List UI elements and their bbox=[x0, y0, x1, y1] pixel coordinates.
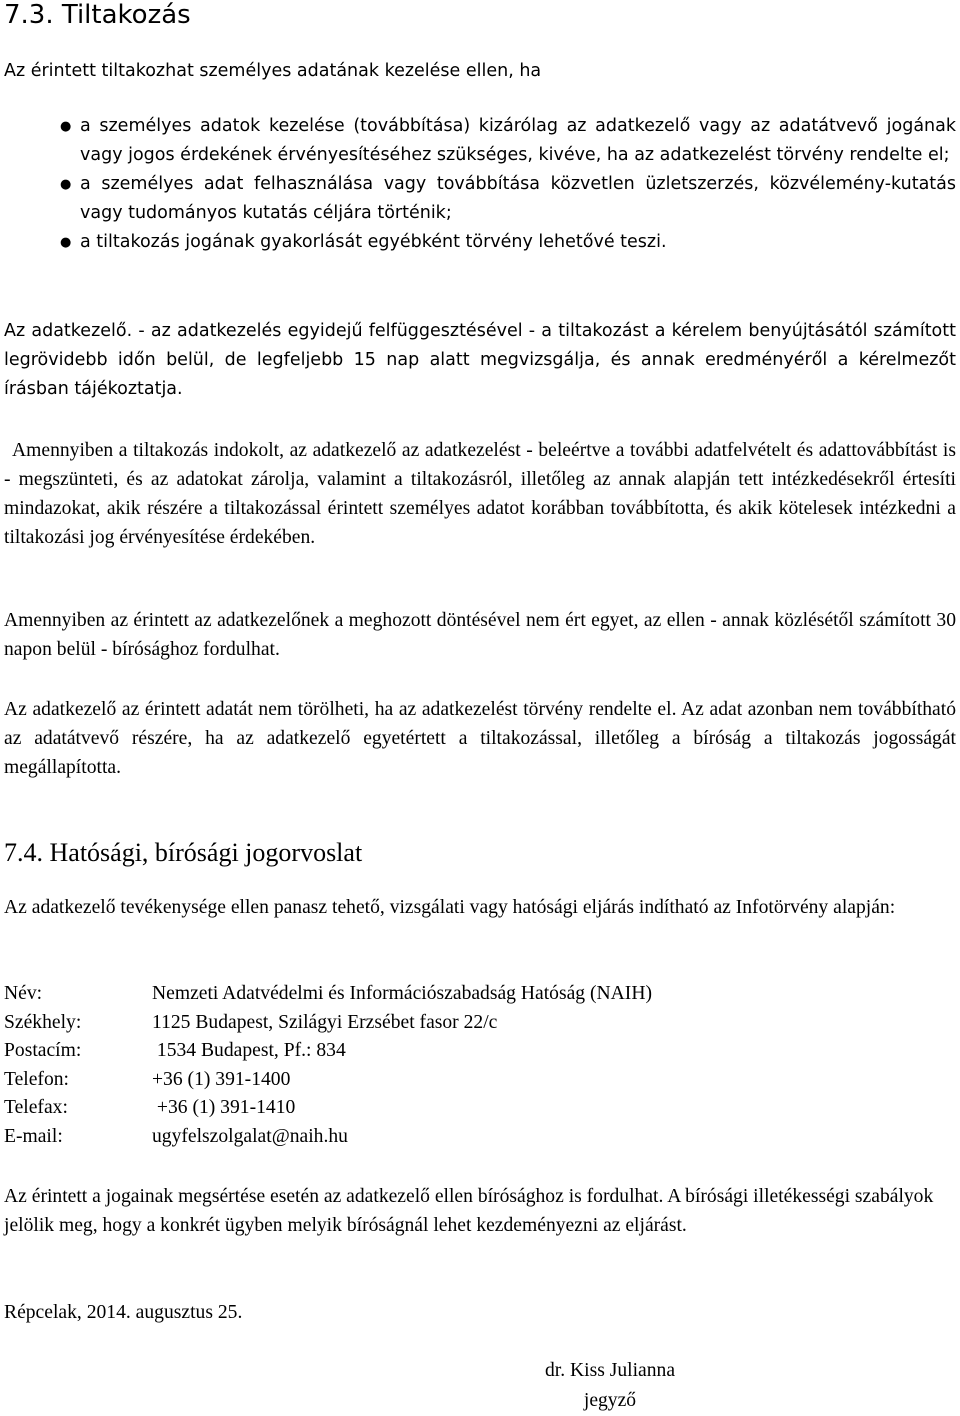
deletion-restriction-paragraph: Az adatkezelő az érintett adatát nem törölheti, ha az adatkezelést törvény rendelte el. Az adat azonban nem továbbítható az adatátvevő részére, ha az adatkezelő egyetértett a tiltakozással, illetőleg a bíróság a tiltakozás jogosságát megállapította. bbox=[4, 699, 956, 778]
contact-row bbox=[4, 1066, 652, 1095]
contact-row bbox=[4, 1123, 652, 1152]
signatory-name: dr. Kiss Julianna bbox=[544, 1360, 676, 1381]
rights-court-paragraph: Az érintett a jogainak megsértése esetén az adatkezelő ellen bírósághoz is fordulhat. A bírósági illetékességi szabályok jelölik meg, hogy a konkrét ügyben melyik bíróságnál lehet kezdeményezni az eljárást. bbox=[4, 1186, 934, 1236]
list-item-text: a személyes adat felhasználása vagy továbbítása közvetlen üzletszerzés, közvélemény-kutatás vagy tudományos kutatás céljára történik; bbox=[80, 174, 956, 223]
list-item-text: a személyes adatok kezelése (továbbítása) kizárólag az adatkezelő vagy az adatátvevő jogának vagy jogos érdekének érvényesítéséhez szükséges, kivéve, ha az adatkezelést törvény rendelte el; bbox=[80, 116, 956, 165]
contact-label: Név: bbox=[4, 983, 43, 1004]
bullet-icon: ● bbox=[60, 119, 72, 134]
list-item-text: a tiltakozás jogának gyakorlását egyébként törvény lehetővé teszi. bbox=[80, 232, 667, 252]
section-heading-tiltakozas: 7.3. Tiltakozás bbox=[4, 0, 191, 30]
signatory-title: jegyző bbox=[583, 1390, 637, 1411]
bullet-icon: ● bbox=[60, 235, 72, 250]
list-item bbox=[58, 228, 956, 257]
place-and-date: Répcelak, 2014. augusztus 25. bbox=[4, 1302, 243, 1323]
court-appeal-paragraph: Amennyiben az érintett az adatkezelőnek a meghozott döntésével nem ért egyet, az ellen - annak közlésétől számított 30 napon belül - bírósághoz fordulhat. bbox=[4, 610, 956, 660]
contact-label: E-mail: bbox=[4, 1125, 63, 1147]
intro-paragraph: Az érintett tiltakozhat személyes adatának kezelése ellen, ha bbox=[4, 61, 542, 81]
authority-contact-block bbox=[4, 980, 652, 1151]
objection-justified-paragraph: Amennyiben a tiltakozás indokolt, az adatkezelő az adatkezelést - beleértve a további adatfelvételt és adattovábbítást is - megszünteti, és az adatokat zárolja, valamint a tiltakozásról, illetőleg az annak alapján tett intézkedésekről értesíti mindazokat, akik részére a tiltakozással érintett személyes adatot korábban továbbította, és akik kötelesek intézkedni a tiltakozási jog érvényesítése érdekében. bbox=[4, 440, 956, 548]
signature-block bbox=[520, 1356, 700, 1416]
contact-value: ugyfelszolgalat@naih.hu bbox=[152, 1125, 348, 1147]
contact-label: Székhely: bbox=[4, 1011, 82, 1033]
contact-row bbox=[4, 1009, 652, 1038]
section-heading-jogorvoslat: 7.4. Hatósági, bírósági jogorvoslat bbox=[4, 838, 363, 867]
list-item bbox=[58, 170, 956, 228]
contact-row bbox=[4, 1037, 652, 1066]
contact-value: 1534 Budapest, Pf.: 834 bbox=[152, 1040, 346, 1061]
bullet-icon: ● bbox=[60, 177, 72, 192]
controller-review-paragraph: Az adatkezelő. - az adatkezelés egyidejű felfüggesztésével - a tiltakozást a kérelem benyújtásától számított legrövidebb időn belül, de legfeljebb 15 nap alatt megvizsgálja, és annak eredményéről a kérelmezőt írásban tájékoztatja. bbox=[4, 321, 956, 399]
contact-value: 1125 Budapest, Szilágyi Erzsébet fasor 22/c bbox=[152, 1011, 498, 1033]
objection-conditions-list bbox=[58, 112, 956, 257]
list-item bbox=[58, 112, 956, 170]
contact-row bbox=[4, 1094, 652, 1123]
contact-label: Telefon: bbox=[4, 1068, 69, 1090]
complaint-paragraph: Az adatkezelő tevékenysége ellen panasz tehető, vizsgálati vagy hatósági eljárás indítható az Infotörvény alapján: bbox=[4, 897, 896, 918]
contact-value: +36 (1) 391-1400 bbox=[152, 1068, 291, 1090]
contact-label: Telefax: bbox=[4, 1097, 68, 1118]
contact-label: Postacím: bbox=[4, 1040, 82, 1061]
contact-row bbox=[4, 980, 652, 1009]
contact-value: +36 (1) 391-1410 bbox=[152, 1097, 296, 1118]
contact-value: Nemzeti Adatvédelmi és Információszabadság Hatóság (NAIH) bbox=[152, 983, 653, 1004]
